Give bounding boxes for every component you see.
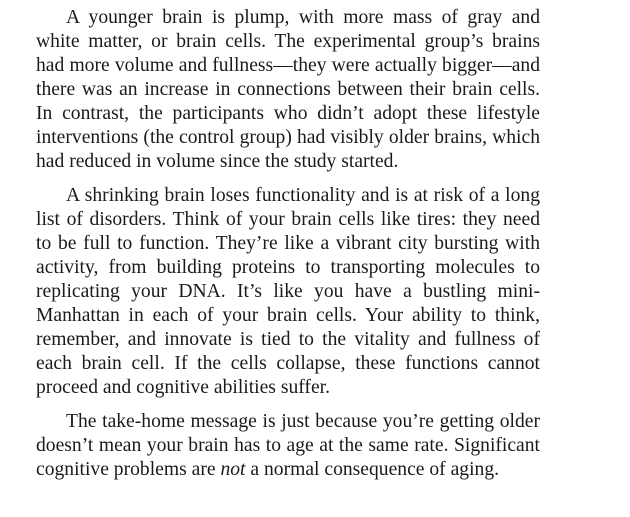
emphasis-not: not: [220, 459, 246, 480]
take-home-text-start: The take-home message is just because you’re getting older doesn’t mean your brain has to age at the same rate. Significant cognitive problems are: [36, 411, 540, 480]
paragraph-shrinking-brain: A shrinking brain loses functionality and is at risk of a long list of disorders. Think of your brain cells like tires: they need to be full to function. They’re like a vibrant city bursting with activity, from building proteins to transporting molecules to replicating your DNA. It’s like you have a bustling mini-Manhattan in each of your brain cells. Your ability to think, remember, and innovate is tied to the vitality and fullness of each brain cell. If the cells collapse, these functions cannot proceed and cognitive abilities suffer.: [36, 185, 540, 398]
take-home-text-end: a normal consequence of aging.: [245, 459, 500, 480]
document-page: [36, 6, 540, 482]
paragraph-younger-brain: A younger brain is plump, with more mass of gray and white matter, or brain cells. The experimental group’s brains had more volume and fullness—they were actually bigger—and there was an increase in connections between their brain cells. In contrast, the participants who didn’t adopt these lifestyle interventions (the control group) had visibly older brains, which had reduced in volume since the study started.: [36, 7, 540, 172]
paragraph-take-home-message: [36, 410, 540, 482]
